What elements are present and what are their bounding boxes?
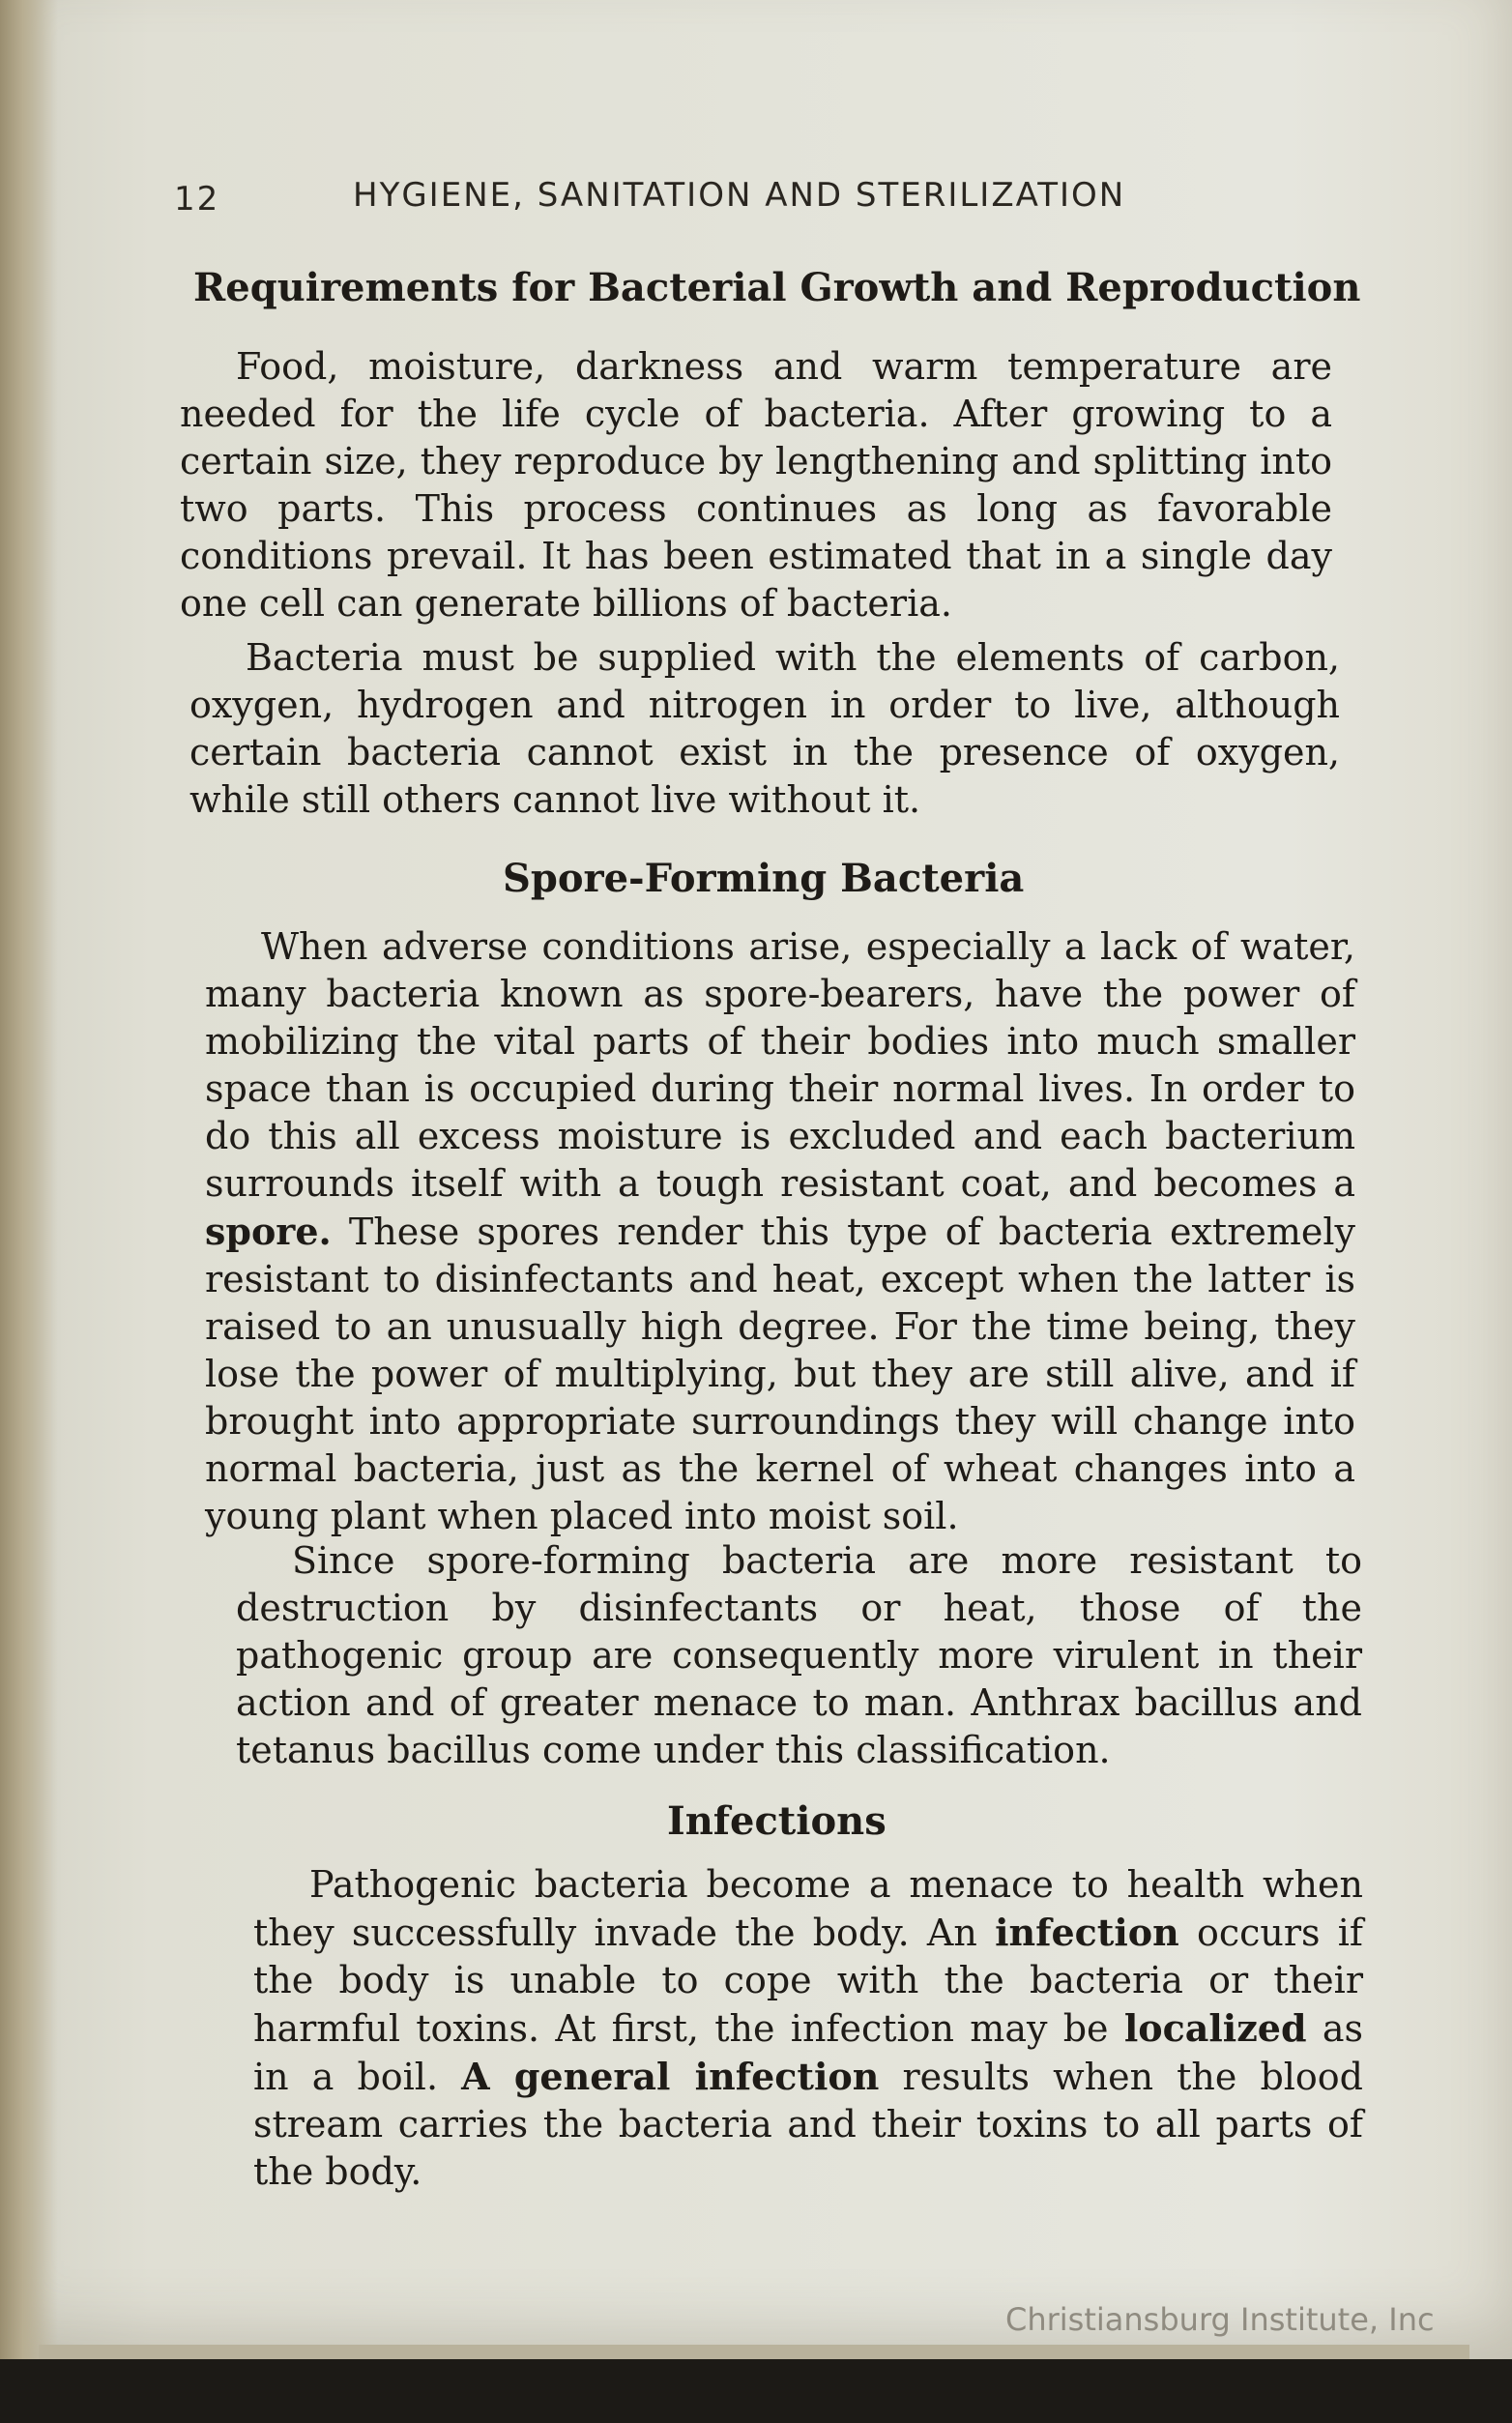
book-spine-shadow [0,0,58,2359]
paragraph-infections-text-2: occurs if the body is unable to cope with the bacteria or their harmful toxins. At first, the infection may be [253,1912,1363,2050]
paragraph-infections-text-4: results when the blood stream carries the bacteria and their toxins to all parts of the body. [253,2056,1363,2193]
paragraph-spores [205,923,1355,1540]
section-heading-spore-forming: Spore-Forming Bacteria [503,856,1025,901]
paragraph-infections-text-3: as in a boil. [253,2007,1363,2098]
paragraph-spores-text-2: These spores render this type of bacteria extremely resistant to disinfectants and heat, except when the latter is raised to an unusually high degree. For the time being, they lose the power of multiplying, but they are still alive, and if brought into appropriate surroundings they will change into normal bacteria, just as the kernel of wheat changes into a young plant when placed into moist soil. [205,1211,1355,1537]
paragraph-elements: Bacteria must be supplied with the elements of carbon, oxygen, hydrogen and nitrogen in order to live, although certain bacteria cannot exist in the presence of oxygen, while still others cannot live without it. [189,636,1340,821]
term-spore: spore. [205,1210,332,1253]
paragraph-life-cycle: Food, moisture, darkness and warm temperature are needed for the life cycle of bacteria. After growing to a certain size, they reproduce by lengthening and splitting into two parts. This process continues as long as favorable conditions prevail. It has been estimated that in a single day one cell can generate billions of bacteria. [180,345,1332,625]
section-heading-requirements: Requirements for Bacterial Growth and Reproduction [193,265,1361,310]
paragraph-resistance: Since spore-forming bacteria are more resistant to destruction by disinfectants or heat, those of the pathogenic group are consequently more virulent in their action and of greater menace to man. Anthrax bacillus and tetanus bacillus come under this classification. [236,1539,1362,1771]
watermark: Christiansburg Institute, Inc [1005,2301,1435,2338]
paragraph-spores-text-1: When adverse conditions arise, especially a lack of water, many bacteria known as spore-bearers, have the power of mobilizing the vital parts of their bodies into much smaller space than is occupied during their normal lives. In order to do this all excess moisture is excluded and each bacterium surrounds itself with a tough resistant coat, and becomes a [205,925,1355,1205]
term-general-infection: A general infection [461,2055,880,2098]
scan-background [0,2359,1512,2423]
section-heading-infections: Infections [667,1798,887,1844]
paragraph-infections-text-1: Pathogenic bacteria become a menace to health when they successfully invade the body. An [253,1863,1363,1954]
page-number: 12 [174,180,220,219]
running-title: HYGIENE, SANITATION AND STERILIZATION [353,176,1126,215]
term-localized: localized [1123,2006,1307,2050]
term-infection: infection [995,1911,1179,1954]
paragraph-infections [253,1861,1363,2196]
